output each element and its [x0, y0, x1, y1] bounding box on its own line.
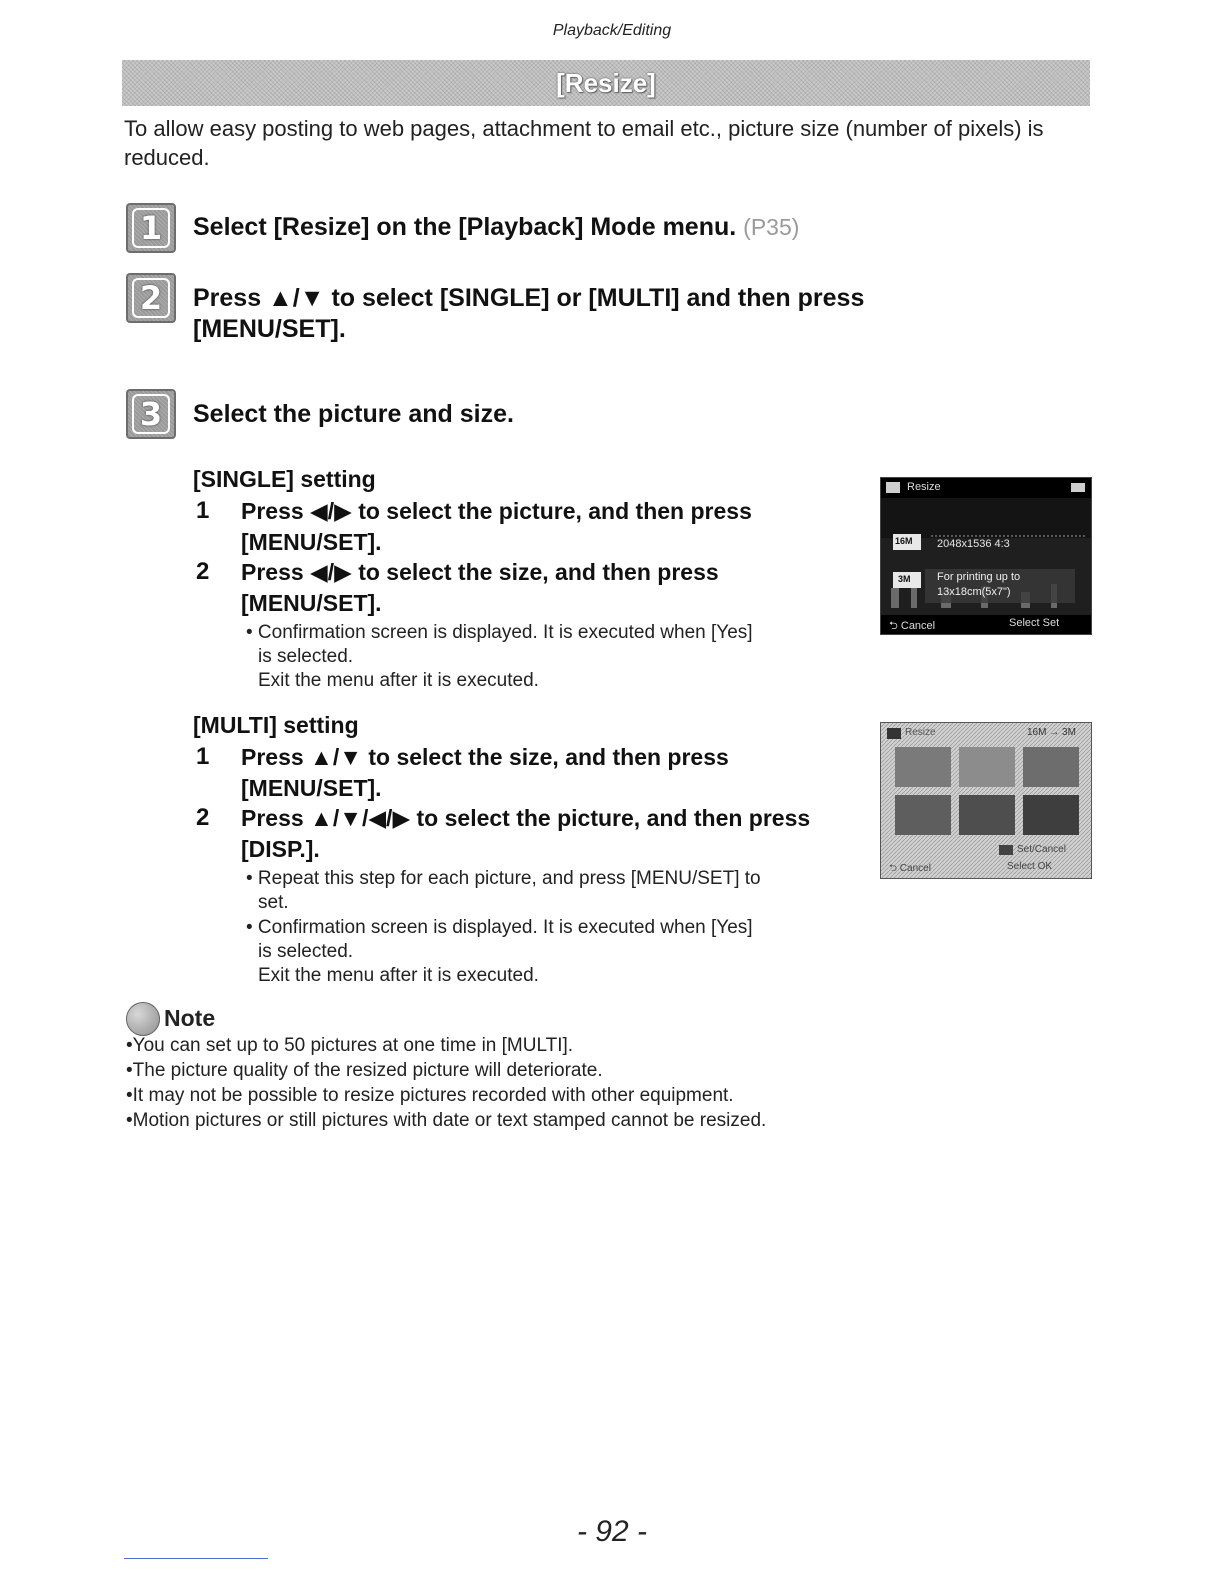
step-1-icon: 1 [126, 203, 176, 253]
thumbnail [959, 747, 1015, 787]
single-item-1-number: 1 [196, 497, 210, 524]
note-item: •Motion pictures or still pictures with date or text stamped cannot be resized. [126, 1110, 767, 1131]
note-item: •It may not be possible to resize pictures recorded with other equipment. [126, 1085, 734, 1106]
thumbnail [1023, 747, 1079, 787]
multi-resize-screen [880, 722, 1092, 879]
multi-item-2-text: Press ▲/▼/◀/▶ to select the picture, and then press [DISP.]. [241, 805, 811, 862]
resize-mode-icon [886, 482, 900, 493]
single-item-2-number: 2 [196, 558, 210, 585]
single-item-2-text: Press ◀/▶ to select the size, and then press [MENU/SET]. [241, 559, 719, 616]
step-1-text [193, 212, 799, 243]
step-2-text [193, 283, 864, 345]
single-screen-16m: 16M [895, 536, 913, 546]
single-screen-graphic [881, 478, 1091, 634]
section-header: Playback/Editing [552, 22, 672, 39]
multi-confirmation-note: • Confirmation screen is displayed. It is executed when [Yes] is selected. Exit the menu after it is executed. [246, 917, 753, 986]
note-item: •The picture quality of the resized picture will deteriorate. [126, 1060, 603, 1081]
note-item: •You can set up to 50 pictures at one time in [MULTI]. [126, 1035, 574, 1056]
return-icon: ⮌ [889, 620, 898, 632]
thumbnail [1023, 795, 1079, 835]
page-title-bar [122, 60, 1090, 106]
single-item-1-text: Press ◀/▶ to select the picture, and then press [MENU/SET]. [241, 498, 752, 555]
single-resize-screen [880, 477, 1092, 635]
step-2-icon: 2 [126, 273, 176, 323]
thumbnail [895, 747, 951, 787]
thumbnail [895, 795, 951, 835]
step-2-line1: Press ▲/▼ to select [SINGLE] or [MULTI] and then press [193, 284, 865, 312]
note-label: Note [164, 1005, 216, 1031]
multi-screen-select-ok: Select OK [1007, 861, 1053, 872]
multi-setting-heading: [MULTI] setting [193, 712, 359, 738]
page-number: - 92 - [576, 1515, 648, 1548]
single-screen-3m-text: For printing up to 13x18cm(5x7") [937, 571, 1021, 598]
multi-item-1-number: 1 [196, 743, 210, 770]
multi-item-2-number: 2 [196, 804, 210, 831]
single-screen-3m: 3M [898, 574, 911, 584]
step-2-line2: [MENU/SET]. [193, 315, 346, 343]
single-screen-select-set: Select Set [1009, 617, 1060, 629]
step-1-label: Select [Resize] on the [Playback] Mode menu. [193, 213, 737, 241]
intro-text: To allow easy posting to web pages, attachment to email etc., picture size (number of pixels) is reduced. [124, 116, 1044, 170]
multi-screen-cancel: ⮌ Cancel [889, 863, 931, 874]
battery-icon [1071, 483, 1085, 492]
multi-screen-sizes: 16M → 3M [1027, 727, 1076, 738]
single-screen-cancel: ⮌ Cancel [889, 620, 936, 632]
multi-screen-set-cancel: Set/Cancel [1017, 844, 1066, 855]
thumbnail [959, 795, 1015, 835]
multi-repeat-note: • Repeat this step for each picture, and press [MENU/SET] to set. [246, 868, 761, 913]
note-icon [126, 1002, 160, 1036]
single-screen-16m-text: 2048x1536 4:3 [937, 538, 1010, 550]
return-icon: ⮌ [889, 863, 898, 874]
step-3-text: Select the picture and size. [193, 400, 514, 428]
resize-mode-icon [887, 728, 901, 739]
step-3-icon: 3 [126, 389, 176, 439]
footer-rule [124, 1558, 268, 1559]
multi-item-1-text: Press ▲/▼ to select the size, and then press [MENU/SET]. [241, 744, 729, 801]
single-setting-heading: [SINGLE] setting [193, 466, 376, 492]
single-confirmation-note: • Confirmation screen is displayed. It is executed when [Yes] is selected. Exit the menu after it is executed. [246, 622, 753, 691]
page-title: [Resize] [556, 67, 656, 98]
multi-screen-title: Resize [905, 727, 936, 738]
single-screen-title: Resize [907, 481, 941, 493]
note-list [126, 1033, 1086, 1133]
step-1-page-ref: (P35) [743, 214, 800, 240]
